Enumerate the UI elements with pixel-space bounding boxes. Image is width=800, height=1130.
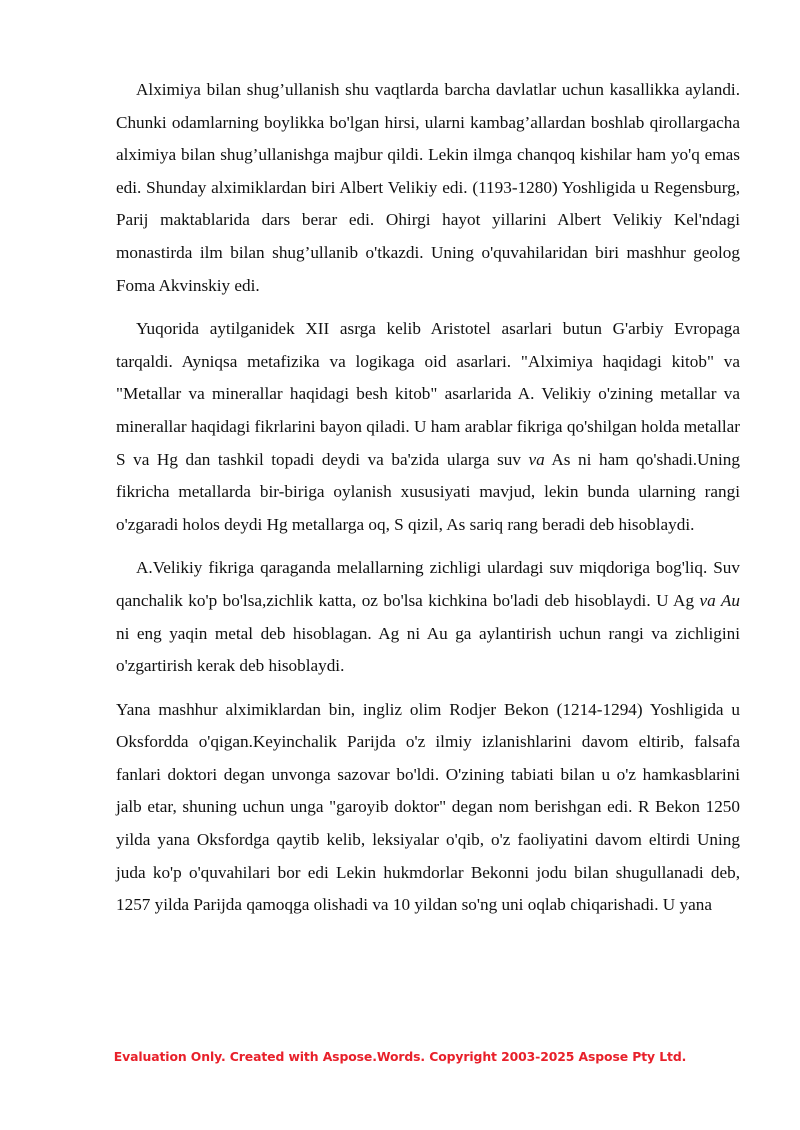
paragraph-text: Alximiya bilan shug’ullanish shu vaqtlarda barcha davlatlar uchun kasallikka aylandi. Chunki odamlarning boylikka bo'lgan hirsi, ularni kambag’allardan boshlab qirollargacha alximiya bilan shug’ullanishga majbur qildi. Lekin ilmga chanqoq kishilar ham yo'q emas edi. Shunday alximiklardan biri Albert Velikiy edi. (1193-1280) Yoshligida u Regensburg, Parij maktablarida dars berar edi. Ohirgi hayot yillarini Albert Velikiy Kel'ndagi monastirda ilm bilan shug’ullanib o'tkazdi. Uning o'quvahilaridan biri mashhur geolog Foma Akvinskiy edi. <box>116 80 740 295</box>
paragraph-1 <box>116 74 740 302</box>
paragraph-text: A.Velikiy fikriga qaraganda melallarning zichligi ulardagi suv miqdoriga bog'liq. Suv qanchalik ko'p bo'lsa,zichlik katta, oz bo'lsa kichkina bo'ladi deb hisoblaydi. U Ag <box>116 558 740 610</box>
document-body <box>116 74 740 922</box>
paragraph-text: Yana mashhur alximiklardan bin, ingliz olim Rodjer Bekon (1214-1294) Yoshligida u Oksfordda o'qigan.Keyinchalik Parijda o'z ilmiy izlanishlarini davom eltirib, falsafa fanlari doktori degan unvonga sazovar bo'ldi. O'zining tabiati bilan u o'z hamkasblarini jalb etar, shuning uchun unga "garoyib doktor" degan nom berishgan edi. R Bekon 1250 yilda yana Oksfordga qaytib kelib, leksiyalar o'qib, o'z faoliyatini davom eltirdi Uning juda ko'p o'quvahilari bor edi Lekin hukmdorlar Bekonni jodu bilan shugullanadi deb, 1257 yilda Parijda qamoqga olishadi va 10 yildan so'ng uni oqlab chiqarishadi. U yana <box>116 699 740 915</box>
paragraph-text: Yuqorida aytilganidek XII asrga kelib Aristotel asarlari butun G'arbiy Evropaga tarqaldi. Ayniqsa metafizika va logikaga oid asarlari. "Alximiya haqidagi kitob" va "Metallar va minerallar haqidagi besh kitob" asarlarida A. Velikiy o'zining metallar va minerallar haqidagi fikrlarini bayon qiladi. U ham arablar fikriga qo'shilgan holda metallar S va Hg dan tashkil topadi deydi va ba'zida ularga suv <box>116 319 740 469</box>
paragraph-text: As ni ham qo'shadi.Uning fikricha metallarda bir-biriga oylanish xususiyati mavjud, lekin bunda ularning rangi o'zgaradi holos deydi Hg metallarga oq, S qizil, As sariq rang beradi deb hisoblaydi. <box>116 449 740 534</box>
paragraph-3 <box>116 552 740 682</box>
evaluation-watermark: Evaluation Only. Created with Aspose.Words. Copyright 2003-2025 Aspose Pty Ltd. <box>113 1049 687 1064</box>
italic-text: va <box>528 449 545 469</box>
paragraph-spacer <box>116 302 740 313</box>
paragraph-2 <box>116 313 740 541</box>
paragraph-4 <box>116 694 740 922</box>
italic-text: va Au <box>699 590 740 610</box>
paragraph-spacer <box>116 683 740 694</box>
paragraph-spacer <box>116 541 740 552</box>
paragraph-text: ni eng yaqin metal deb hisoblagan. Ag ni Au ga aylantirish uchun rangi va zichligini o'zgartirish kerak deb hisoblaydi. <box>116 623 740 676</box>
